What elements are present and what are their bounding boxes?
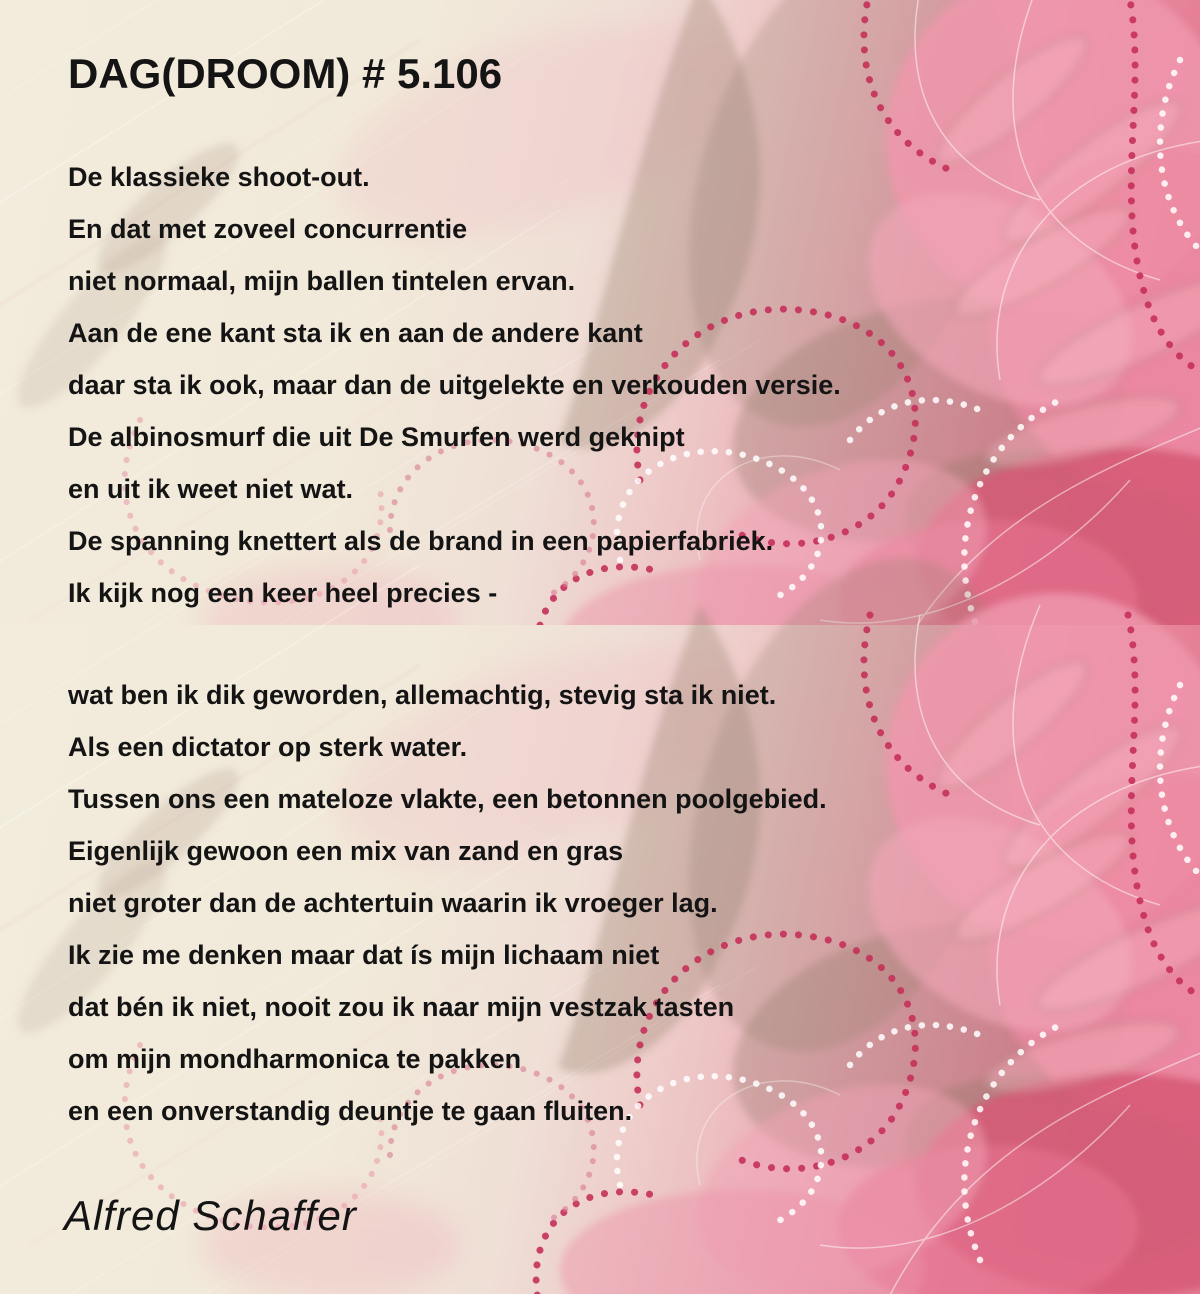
poem-line: om mijn mondharmonica te pakken bbox=[68, 1044, 522, 1074]
poem-line: De albinosmurf die uit De Smurfen werd geknipt bbox=[68, 422, 685, 452]
poem-line: wat ben ik dik geworden, allemachtig, stevig sta ik niet. bbox=[68, 680, 777, 710]
poem-line: en een onverstandig deuntje te gaan fluiten. bbox=[68, 1096, 633, 1126]
poem-line: niet normaal, mijn ballen tintelen ervan. bbox=[68, 266, 576, 296]
poem-title: DAG(DROOM) # 5.106 bbox=[68, 50, 503, 97]
poem-line: Eigenlijk gewoon een mix van zand en gras bbox=[68, 836, 624, 866]
poem-line: en uit ik weet niet wat. bbox=[68, 474, 354, 504]
poem-line: Tussen ons een mateloze vlakte, een betonnen poolgebied. bbox=[68, 784, 827, 814]
poem-line: De spanning knettert als de brand in een papierfabriek. bbox=[68, 526, 774, 556]
poem-line: daar sta ik ook, maar dan de uitgelekte en verkouden versie. bbox=[68, 370, 841, 400]
poem-line: niet groter dan de achtertuin waarin ik vroeger lag. bbox=[68, 888, 718, 918]
poem-line: Als een dictator op sterk water. bbox=[68, 732, 468, 762]
poem-author: Alfred Schaffer bbox=[64, 1192, 357, 1239]
poem-stanza-2 bbox=[68, 669, 1128, 1137]
poem-line: De klassieke shoot-out. bbox=[68, 162, 370, 192]
poem-stanza-1 bbox=[68, 151, 1128, 619]
poem-line: Aan de ene kant sta ik en aan de andere kant bbox=[68, 318, 643, 348]
poem-line: dat bén ik niet, nooit zou ik naar mijn vestzak tasten bbox=[68, 992, 735, 1022]
poem-line: En dat met zoveel concurrentie bbox=[68, 214, 468, 244]
poem-line: Ik zie me denken maar dat ís mijn lichaam niet bbox=[68, 940, 660, 970]
poem-line: Ik kijk nog een keer heel precies - bbox=[68, 578, 498, 608]
